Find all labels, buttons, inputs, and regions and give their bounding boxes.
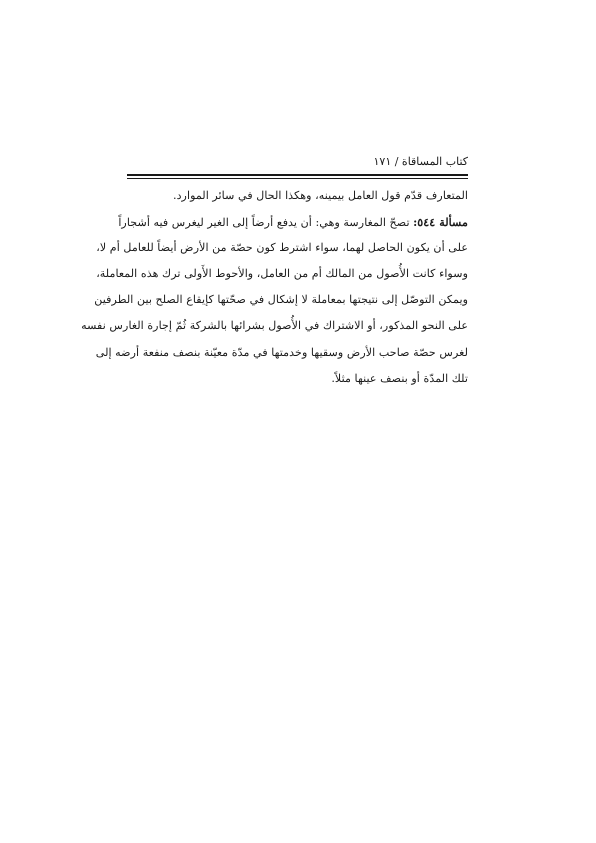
text-line: تلك المدّة أو بنصف عينها مثلاً. [331,371,468,385]
text-span: تصحّ المغارسة وهي: أن يدفع أرضاً إلى الغير ليغرس فيه أشجاراً [118,216,414,230]
running-title: كتاب المساقاة / ١٧١ [373,155,468,168]
running-header [127,153,468,171]
text-line: المتعارف قدّم قول العامل بيمينه، وهكذا الحال في سائر الموارد. [173,189,468,202]
body-text [81,183,468,392]
text-line: ويمكن التوصّل إلى نتيجتها بمعاملة لا إشكال في صحّتها كإيقاع الصلح بين الطرفين [94,293,468,307]
text-line: على أن يكون الحاصل لهما، سواء اشترط كون حصّة من الأرض أيضاً للعامل أم لا، [96,241,468,255]
text-line: لغرس حصّة صاحب الأرض وسقيها وخدمتها في مدّة معيّنة بنصف منفعة أرضه إلى [95,345,468,359]
text-line: على النحو المذكور، أو الاشتراك في الأُصول بشرائها بالشركة ثُمّ إجارة الغارس نفسه [81,319,468,333]
header-rule-thin [127,178,468,179]
text-line: وسواء كانت الأُصول من المالك أم من العامل، والأحوط الأَولى ترك هذه المعاملة، [96,267,468,281]
text-line [118,209,468,235]
issue-label: مسألة ٥٤٤: [413,215,468,230]
header-rule-thick [127,174,468,176]
